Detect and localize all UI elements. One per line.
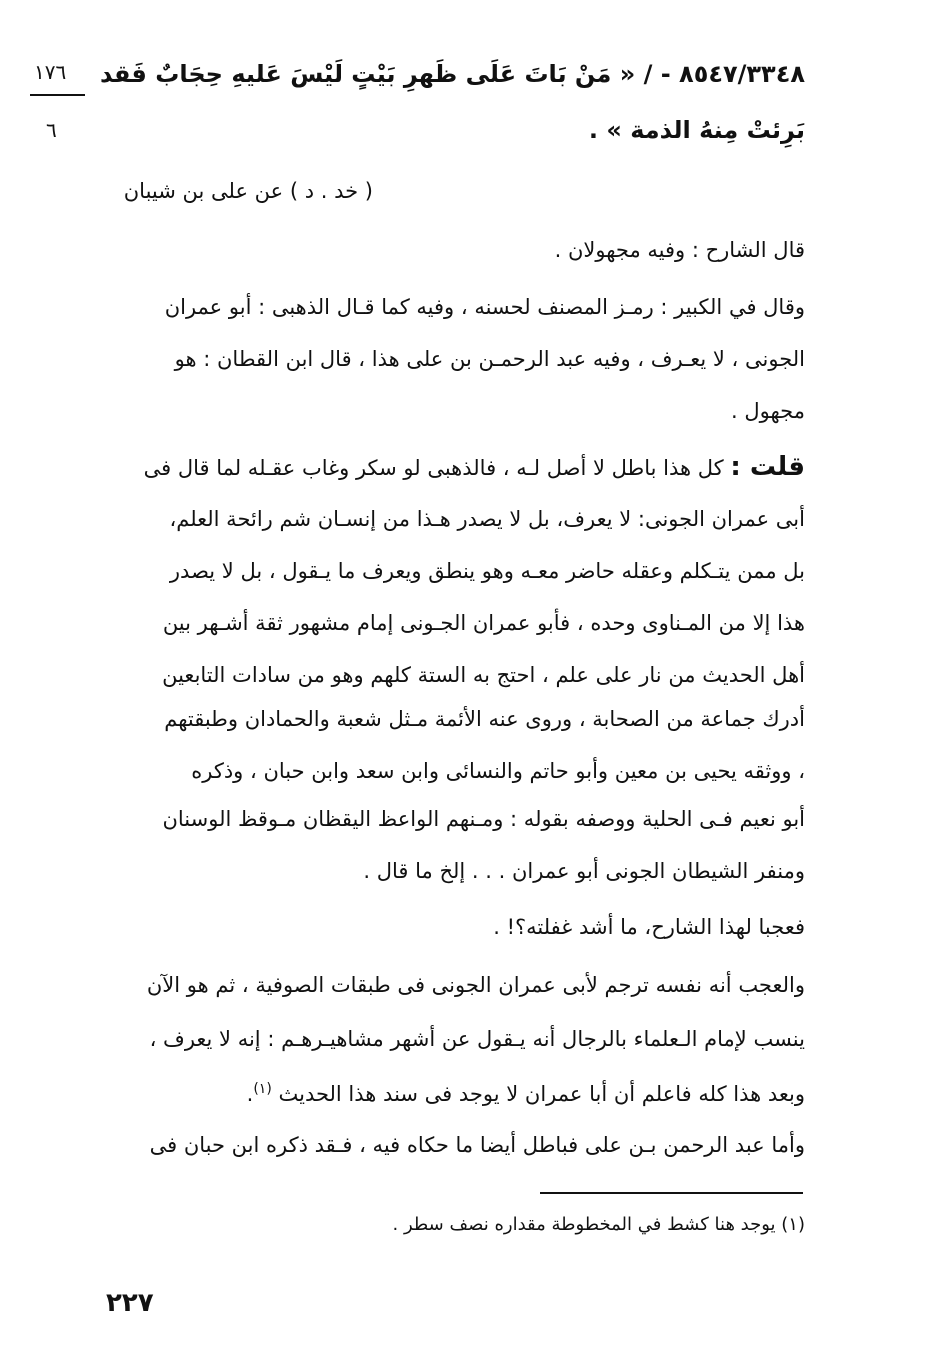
kabir-line-2: الجونى ، لا يعـرف ، وفيه عبد الرحمـن بن على هذا ، قال ابن القطان : هو: [174, 347, 805, 371]
footnote-text: (١) يوجد هنا كشط في المخطوطة مقداره نصف سطر .: [392, 1214, 805, 1235]
footnote-reference: (١): [253, 1081, 272, 1097]
margin-hadith-number: ١٧٦: [34, 60, 67, 84]
qultu-line-1: [144, 452, 805, 483]
margin-sub-number: ٦: [46, 118, 57, 142]
qultu-line-5: أهل الحديث من نار على علم ، احتج به الستة كلهم وهو من سادات التابعين: [162, 663, 805, 687]
qultu-line-6: أدرك جماعة من الصحابة ، وروى عنه الأئمة مـثل شعبة والحمادان وطبقتهم: [164, 707, 805, 731]
qultu-line-7: ، ووثقه يحيى بن معين وأبو حاتم والنسائى وابن سعد وابن حبان ، وذكره: [191, 759, 805, 783]
ajab-line-1: والعجب أنه نفسه ترجم لأبى عمران الجونى فى طبقات الصوفية ، ثم هو الآن: [146, 973, 805, 997]
kabir-line-1: وقال في الكبير : رمـز المصنف لحسنه ، وفيه كما قـال الذهبى : أبو عمران: [164, 295, 805, 319]
sharih-comment: قال الشارح : وفيه مجهولان .: [554, 238, 805, 262]
qultu-line-9: ومنفر الشيطان الجونى أبو عمران . . . إلخ ما قال .: [363, 859, 805, 883]
ajab-line-3-text: وبعد هذا كله فاعلم أن أبا عمران لا يوجد فى سند هذا الحديث: [278, 1082, 805, 1106]
footnote-rule: [540, 1192, 803, 1194]
qultu-line-1-text: كل هذا باطل لا أصل لـه ، فالذهبى لو سكر وغاب عقـله لما قال فى: [143, 456, 724, 480]
amma-line-1: وأما عبد الرحمن بـن على فباطل أيضا ما حكاه فيه ، فـقد ذكره ابن حبان فى: [149, 1133, 805, 1157]
hadith-source: ( خد . د ) عن على بن شيبان: [123, 179, 373, 203]
qultu-line-2: أبى عمران الجونى: لا يعرف، بل لا يصدر هـذا من إنسـان شم رائحة العلم،: [169, 507, 805, 531]
ajab-line-3: [247, 1074, 805, 1109]
qultu-line-8: أبو نعيم فـى الحلية ووصفه بقوله : ومـنهم الواعظ اليقظان مـوقظ الوسنان: [162, 807, 805, 831]
page-number: ٢٢٧: [106, 1288, 154, 1318]
ajab-line-3-end: .: [246, 1082, 254, 1106]
qultu-lead: قلت :: [730, 452, 805, 482]
qultu-line-3: بل ممن يتـكلم وعقله حاضر معـه وهو ينطق ويعرف ما يـقول ، بل لا يصدر: [169, 559, 805, 583]
kabir-line-3: مجهول .: [731, 399, 805, 423]
hadith-line-1: ٨٥٤٧/٣٣٤٨ - / « مَنْ بَاتَ عَلَى ظَهرِ بَيْتٍ لَيْسَ عَليهِ حِجَابٌ فَقد: [100, 60, 805, 88]
margin-rule: [30, 94, 85, 96]
qultu-line-4: هذا إلا من المـناوى وحده ، فأبو عمران الجـونى إمام مشهور ثقة أشـهر بين: [162, 611, 805, 635]
ajaban-line: فعجبا لهذا الشارح، ما أشد غفلته؟! .: [493, 915, 805, 939]
hadith-line-2: بَرِئتْ مِنهُ الذمة » .: [588, 116, 805, 144]
ajab-line-2: ينسب لإمام الـعلماء بالرجال أنه يـقول عن أشهر مشاهيـرهـم : إنه لا يعرف ،: [149, 1027, 805, 1051]
